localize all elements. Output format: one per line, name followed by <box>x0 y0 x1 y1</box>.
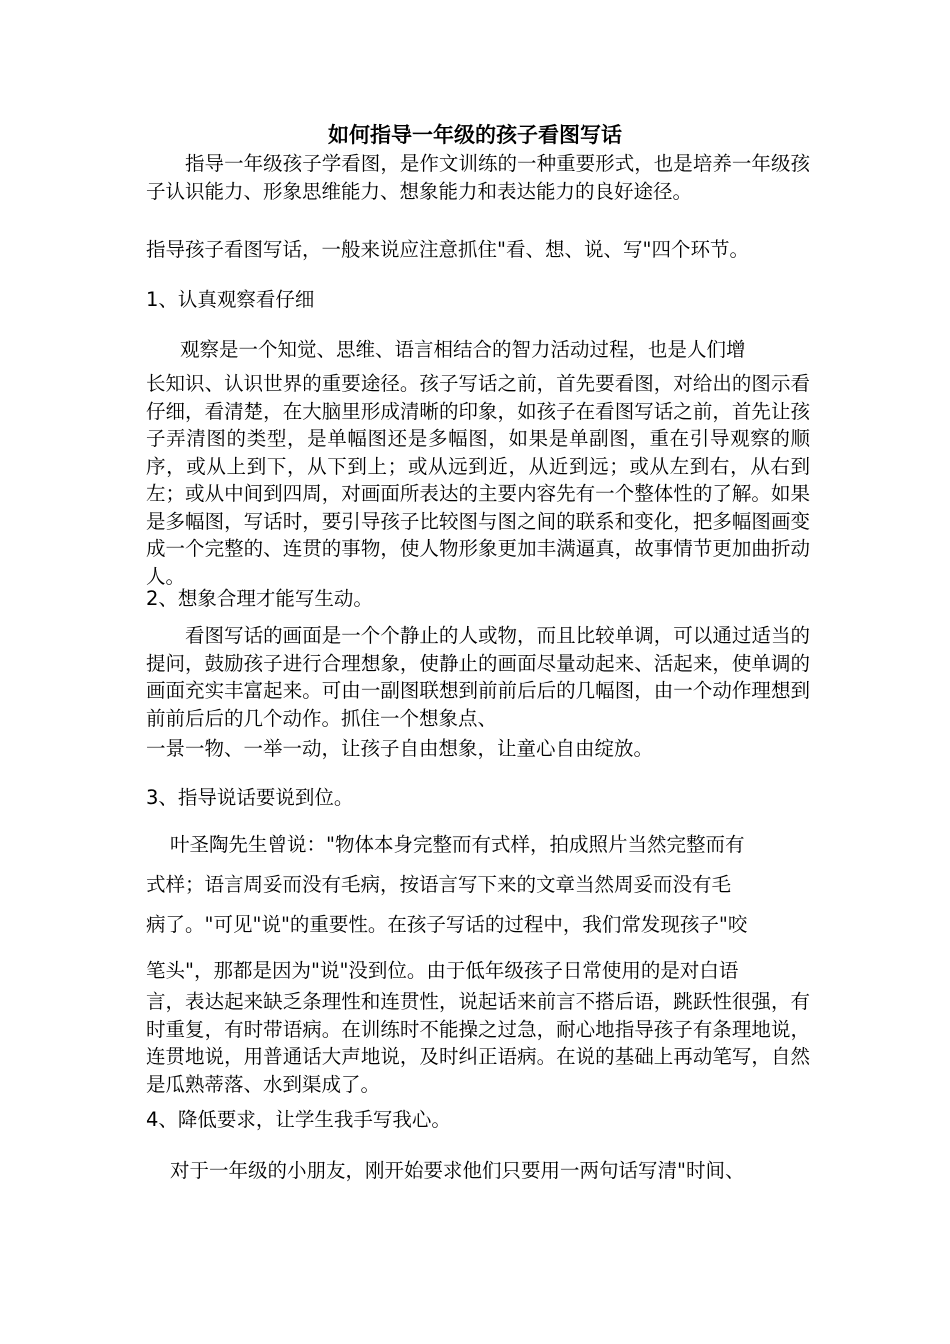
intro-summary: 指导孩子看图写话，一般来说应注意抓住"看、想、说、写"四个环节。 <box>146 238 749 261</box>
section-1-paragraph: 长知识、认识世界的重要途径。孩子写话之前，首先要看图，对给出的图示看仔细，看清楚，在大脑里形成清晰的印象，如孩子在看图写话之前，首先让孩子弄清图的类型，是单幅图还是多幅图，如果是单副图，重在引导观察的顺序，或从上到下，从下到上；或从远到近，从近到远；或从左到右，从右到左；或从中间到四周，对画面所表达的主要内容先有一个整体性的了解。如果是多幅图，写话时，要引导孩子比较图与图之间的联系和变化，把多幅图画变成一个完整的、连贯的事物，使人物形象更加丰满逼真，故事情节更加曲折动人。 <box>146 372 810 588</box>
intro-paragraph: 指导一年级孩子学看图，是作文训练的一种重要形式，也是培养一年级孩子认识能力、形象思维能力、想象能力和表达能力的良好途径。 <box>146 152 810 203</box>
section-1-heading: 1、认真观察看仔细 <box>146 288 315 311</box>
section-2-heading: 2、想象合理才能写生动。 <box>146 587 373 610</box>
section-3-line-3: 病了。"可见"说"的重要性。在孩子写话的过程中，我们常发现孩子"咬 <box>146 913 748 936</box>
section-2-last-line: 一景一物、一举一动，让孩子自由想象，让童心自由绽放。 <box>146 737 654 760</box>
section-3-line-2: 式样；语言周妥而没有毛病，按语言写下来的文章当然周妥而没有毛 <box>146 873 732 896</box>
section-4-heading: 4、降低要求，让学生我手写我心。 <box>146 1108 451 1131</box>
document-title: 如何指导一年级的孩子看图写话 <box>328 122 622 147</box>
section-4-first-line: 对于一年级的小朋友，刚开始要求他们只要用一两句话写清"时间、 <box>170 1159 745 1182</box>
section-3-heading: 3、指导说话要说到位。 <box>146 786 354 809</box>
section-3-line-1: 叶圣陶先生曾说："物体本身完整而有式样，拍成照片当然完整而有 <box>170 833 745 856</box>
section-2-paragraph: 看图写话的画面是一个个静止的人或物，而且比较单调，可以通过适当的提问，鼓励孩子进行合理想象，使静止的画面尽量动起来、活起来，使单调的画面充实丰富起来。可由一副图联想到前前后后的几幅图，由一个动作理想到前前后后的几个动作。抓住一个想象点、 <box>146 624 810 730</box>
section-1-first-line: 观察是一个知觉、思维、语言相结合的智力活动过程，也是人们增 <box>180 338 746 361</box>
section-3-line-4: 笔头"，那都是因为"说"没到位。由于低年级孩子日常使用的是对白语 <box>146 959 739 982</box>
section-3-paragraph: 言，表达起来缺乏条理性和连贯性，说起话来前言不搭后语，跳跃性很强，有时重复，有时带语病。在训练时不能操之过急，耐心地指导孩子有条理地说，连贯地说，用普通话大声地说，及时纠正语病。在说的基础上再动笔写，自然是瓜熟蒂落、水到渠成了。 <box>146 990 810 1096</box>
